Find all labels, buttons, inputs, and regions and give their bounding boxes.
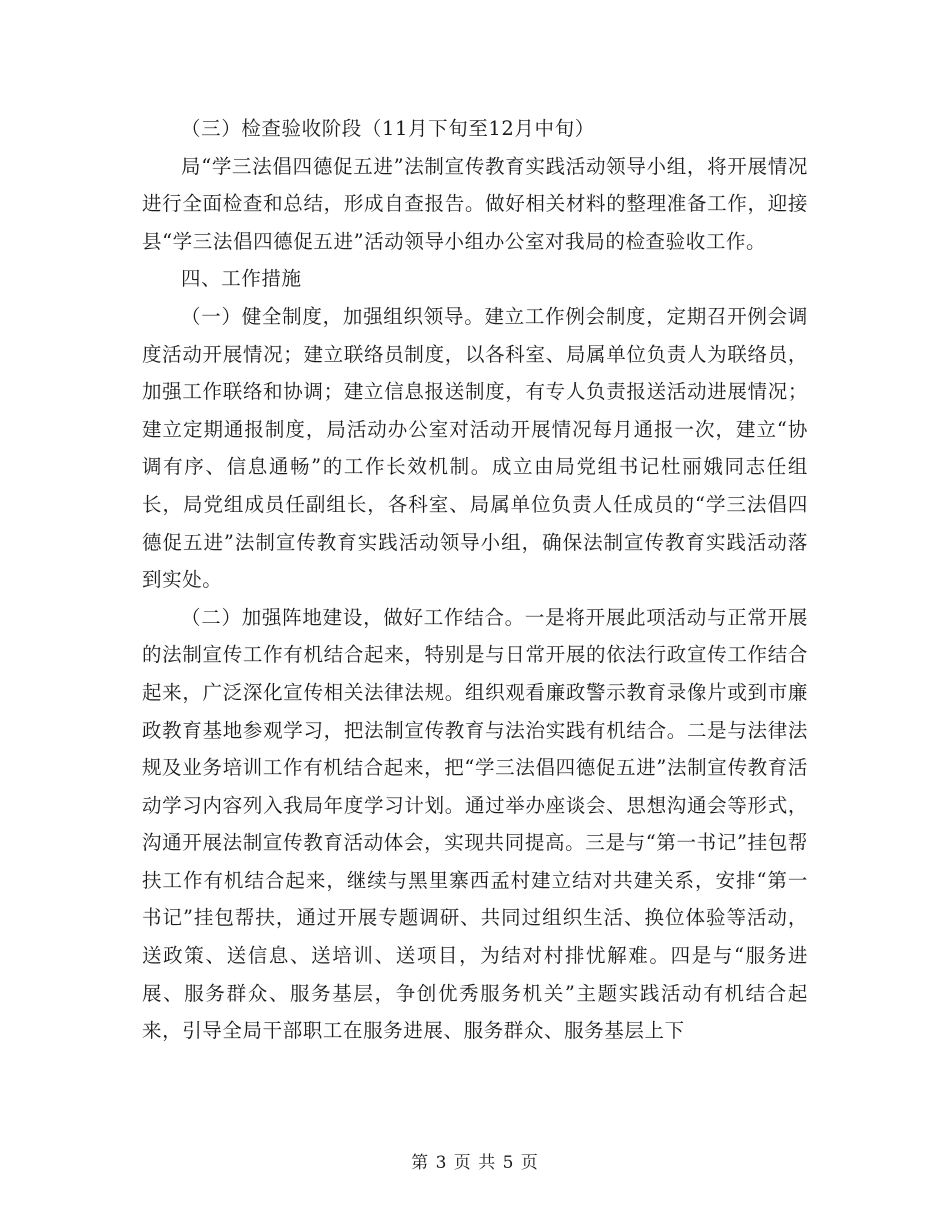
paragraph-measure-two: （二）加强阵地建设，做好工作结合。一是将开展此项活动与正常开展的法制宣传工作有机结合起来，特别是与日常开展的依法行政宣传工作结合起来，广泛深化宣传相关法律法规。组织观看廉政警示教育录像片或到市廉政教育基地参观学习，把法制宣传教育与法治实践有机结合。二是与法律法规及业务培训工作有机结合起来，把“学三法倡四德促五进”法制宣传教育活动学习内容列入我局年度学习计划。通过举办座谈会、思想沟通会等形式，沟通开展法制宣传教育活动体会，实现共同提高。三是与“第一书记”挂包帮扶工作有机结合起来，继续与黑里寨西孟村建立结对共建关系，安排“第一书记”挂包帮扶，通过开展专题调研、共同过组织生活、换位体验等活动，送政策、送信息、送培训、送项目，为结对村排忧解难。四是与“服务进展、服务群众、服务基层，争创优秀服务机关”主题实践活动有机结合起来，引导全局干部职工在服务进展、服务群众、服务基层上下 — [142, 605, 808, 1043]
section-heading-work-measures: 四、工作措施 — [181, 267, 302, 291]
paragraph-inspection-details: 局“学三法倡四德促五进”法制宣传教育实践活动领导小组，将开展情况进行全面检查和总结，形成自查报告。做好相关材料的整理准备工作，迎接县“学三法倡四德促五进”活动领导小组办公室对我局的检查验收工作。 — [142, 154, 808, 253]
section-heading-inspection-stage: （三）检查验收阶段（11月下旬至12月中旬） — [181, 117, 595, 140]
paragraph-measure-one: （一）健全制度，加强组织领导。建立工作例会制度，定期召开例会调度活动开展情况；建立联络员制度，以各科室、局属单位负责人为联络员，加强工作联络和协调；建立信息报送制度，有专人负责报送活动进展情况；建立定期通报制度，局活动办公室对活动开展情况每月通报一次，建立“协调有序、信息通畅”的工作长效机制。成立由局党组书记杜丽娥同志任组长，局党组成员任副组长，各科室、局属单位负责人任成员的“学三法倡四德促五进”法制宣传教育实践活动领导小组，确保法制宣传教育实践活动落到实处。 — [142, 304, 808, 592]
document-body — [142, 110, 808, 1050]
page-number-footer: 第 3 页 共 5 页 — [411, 1153, 539, 1173]
